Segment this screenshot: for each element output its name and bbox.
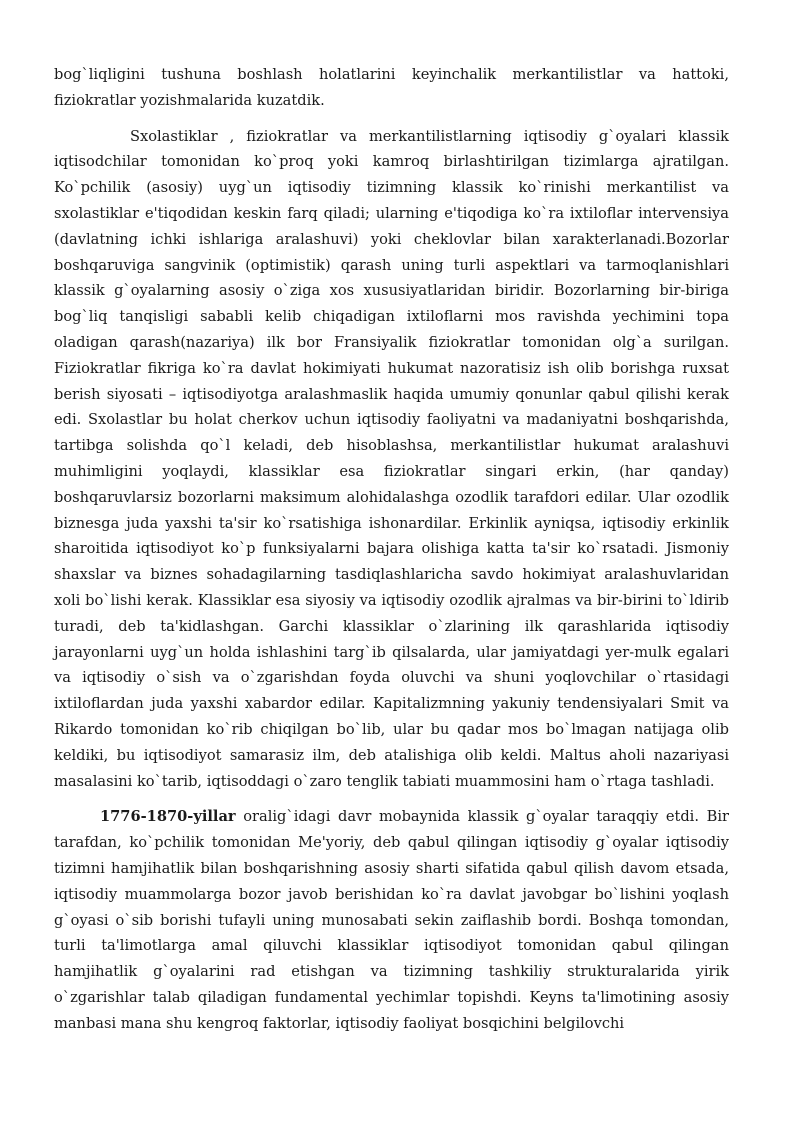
paragraph-1: bog`liqligini tushuna boshlash holatlarini keyinchalik merkantilistlar va hattoki, fiziokratlar yozishmalarida kuzatdik. <box>54 66 729 109</box>
paragraph-3 <box>54 804 729 1036</box>
paragraph-3-text: oralig`idagi davr mobaynida klassik g`oyalar taraqqiy etdi. Bir tarafdan, ko`pchilik tomonidan Me'yoriy, deb qabul qilingan iqtisodiy g`oyalar iqtisodiy tizimni hamjihatlik bilan boshqarishning asosiy sharti sifatida qabul qilish davom etsada, iqtisodiy muammolarga bozor javob berishidan ko`ra davlat javobgar bo`lishini yoqlash g`oyasi o`sib borishi tufayli uning munosabati sekin zaiflashib bordi. Boshqa tomondan, turli ta'limotlarga amal qiluvchi klassiklar iqtisodiyot tomonidan qabul qilingan hamjihatlik g`oyalarini rad etishgan va tizimning tashkiliy strukturalarida yirik o`zgarishlar talab qiladigan fundamental yechimlar topishdi. Keyns ta'limotining asosiy manbasi mana shu kengroq faktorlar, iqtisodiy faoliyat bosqichini belgilovchi <box>54 808 729 1032</box>
paragraph-2: Sxolastiklar , fiziokratlar va merkantilistlarning iqtisodiy g`oyalari klassik iqtisodchilar tomonidan ko`proq yoki kamroq birlashtirilgan tizimlarga ajratilgan. Ko`pchilik (asosiy) uyg`un iqtisodiy tizimning klassik ko`rinishi merkantilist va sxolastiklar e'tiqodidan keskin farq qiladi; ularning e'tiqodiga ko`ra ixtiloflar intervensiya (davlatning ichki ishlariga aralashuvi) yoki cheklovlar bilan xarakterlanadi.Bozorlar boshqaruviga sangvinik (optimistik) qarash uning turli aspektlari va tarmoqlanishlari klassik g`oyalarning asosiy o`ziga xos xususiyatlaridan biridir. Bozorlarning bir-biriga bog`liq tanqisligi sababli kelib chiqadigan ixtiloflarni mos ravishda yechimini topa oladigan qarash(nazariya) ilk bor Fransiyalik fiziokratlar tomonidan olg`a surilgan. Fiziokratlar fikriga ko`ra davlat hokimiyati hukumat nazoratisiz ish olib borishga ruxsat berish siyosati – iqtisodiyotga aralashmaslik haqida umumiy qonunlar qabul qilishi kerak edi. Sxolastlar bu holat cherkov uchun iqtisodiy faoliyatni va madaniyatni boshqarishda, tartibga solishda qo`l keladi, deb hisoblashsa, merkantilistlar hukumat aralashuvi muhimligini yoqlaydi, klassiklar esa fiziokratlar singari erkin, (har qanday) boshqaruvlarsiz bozorlarni maksimum alohidalashga ozodlik tarafdori edilar. Ular ozodlik biznesga juda yaxshi ta'sir ko`rsatishiga ishonardilar. Erkinlik ayniqsa, iqtisodiy erkinlik sharoitida iqtisodiyot ko`p funksiyalarni bajara olishiga katta ta'sir ko`rsatadi. Jismoniy shaxslar va biznes sohadagilarning tasdiqlashlaricha savdo hokimiyat aralashuvlaridan xoli bo`lishi kerak. Klassiklar esa siyosiy va iqtisodiy ozodlik ajralmas va bir-birini to`ldirib turadi, deb ta'kidlashgan. Garchi klassiklar o`zlarining ilk qarashlarida iqtisodiy jarayonlarni uyg`un holda ishlashini targ`ib qilsalarda, ular jamiyatdagi yer-mulk egalari va iqtisodiy o`sish va o`zgarishdan foyda oluvchi va shuni yoqlovchilar o`rtasidagi ixtiloflardan juda yaxshi xabardor edilar. Kapitalizmning yakuniy tendensiyalari Smit va Rikardo tomonidan ko`rib chiqilgan bo`lib, ular bu qadar mos bo`lmagan natijaga olib keldiki, bu iqtisodiyot samarasiz ilm, deb atalishiga olib keldi. Maltus aholi nazariyasi masalasini ko`tarib, iqtisoddagi o`zaro tenglik tabiati muammosini ham o`rtaga tashladi. <box>54 127 729 790</box>
document-page <box>54 62 729 1036</box>
paragraph-3-bold-years: 1776-1870-yillar <box>100 808 236 826</box>
